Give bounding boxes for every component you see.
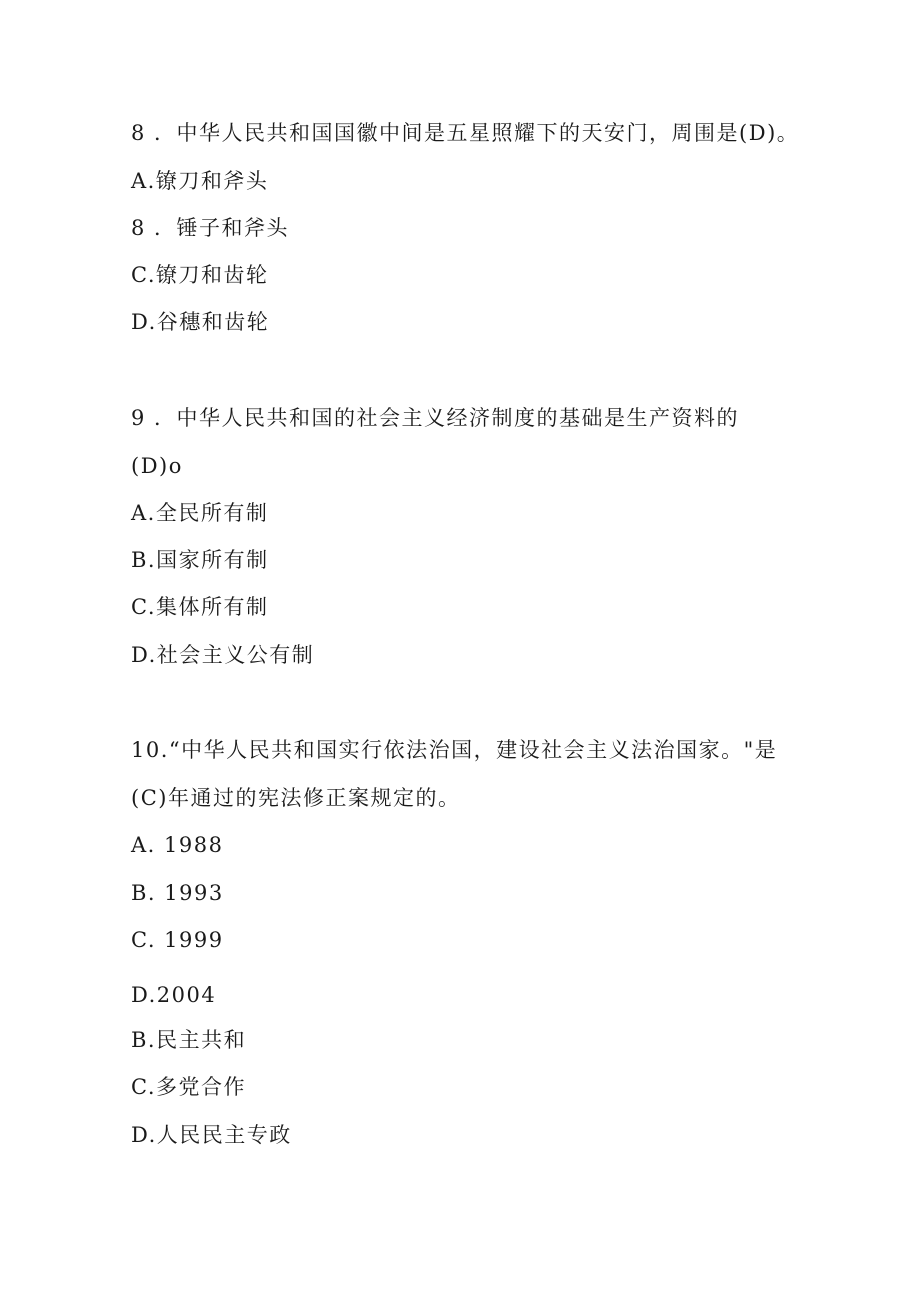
extra-option-c: C.多党合作 xyxy=(131,1075,246,1099)
question-9-option-b: B.国家所有制 xyxy=(131,548,269,572)
question-10-option-b: B. 1993 xyxy=(131,881,224,905)
question-9-option-a: A.全民所有制 xyxy=(131,501,269,525)
question-10-option-c: C. 1999 xyxy=(131,928,224,952)
question-8-stem: 8 ．中华人民共和国国徽中间是五星照耀下的天安门，周围是(D)。 xyxy=(131,121,800,145)
question-9-option-c: C.集体所有制 xyxy=(131,595,269,619)
question-10-stem-line-1: 10.“中华人民共和国实行依法治国，建设社会主义法治国家。"是 xyxy=(131,738,778,762)
question-10-stem-line-2: (C)年通过的宪法修正案规定的。 xyxy=(131,786,461,810)
question-9-option-d: D.社会主义公有制 xyxy=(131,643,315,667)
extra-option-d: D.人民民主专政 xyxy=(131,1123,292,1147)
question-8-option-d: D.谷穗和齿轮 xyxy=(131,310,270,334)
question-10-option-a: A. 1988 xyxy=(131,833,224,857)
question-8-option-b: 8 ．锤子和斧头 xyxy=(131,216,290,240)
question-9-stem-line-2: (D)o xyxy=(131,454,183,478)
question-8-option-a: A.镣刀和斧头 xyxy=(131,169,269,193)
question-8-option-c: C.镣刀和齿轮 xyxy=(131,263,269,287)
extra-option-b: B.民主共和 xyxy=(131,1028,247,1052)
question-10-option-d: D.2004 xyxy=(131,983,217,1007)
question-9-stem-line-1: 9 ．中华人民共和国的社会主义经济制度的基础是生产资料的 xyxy=(131,406,740,430)
